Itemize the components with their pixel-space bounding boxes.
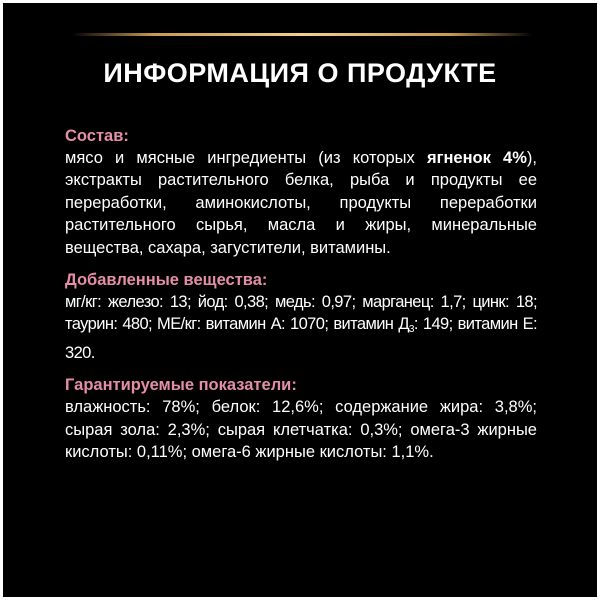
- additives-section: [65, 269, 537, 364]
- additives-text-before: мг/кг: железо: 13; йод: 0,38; медь: 0,97; марганец: 1,7; цинк: 18; таурин: 480; МЕ/кг: витамин А: 1070; витамин Д: [65, 293, 537, 334]
- guaranteed-heading: Гарантируемые показатели:: [65, 376, 297, 395]
- guaranteed-text: влажность: 78%; белок: 12,6%; содержание жира: 3,8%; сырая зола: 2,3%; сырая клетчатка: 0,3%; омега-3 жирные кислоты: 0,11%; омега-6 жирные кислоты: 1,1%.: [65, 398, 537, 462]
- gold-divider: [71, 33, 533, 36]
- composition-highlight: ягненок 4%: [426, 149, 527, 167]
- guaranteed-section: [65, 374, 537, 463]
- additives-text-after: : 149; витамин Е: 320.: [65, 315, 537, 362]
- vitamin-d-subscript: 3: [408, 324, 414, 336]
- page-title: ИНФОРМАЦИЯ О ПРОДУКТЕ: [103, 58, 497, 88]
- additives-text: [65, 291, 537, 364]
- composition-text-after: ), экстракты растительного белка, рыба и продукты ее переработки, аминокислоты, продукты переработки растительного сырья, масла и жиры, минеральные вещества, сахара, загустители, витамины.: [65, 149, 537, 257]
- product-info-content: [65, 125, 537, 473]
- composition-section: [65, 125, 537, 259]
- additives-heading: Добавленные вещества:: [65, 271, 268, 290]
- composition-heading: Состав:: [65, 127, 129, 145]
- composition-text: [65, 147, 537, 259]
- composition-text-before: мясо и мясные ингредиенты (из которых: [65, 149, 427, 167]
- product-info-card: [3, 3, 597, 597]
